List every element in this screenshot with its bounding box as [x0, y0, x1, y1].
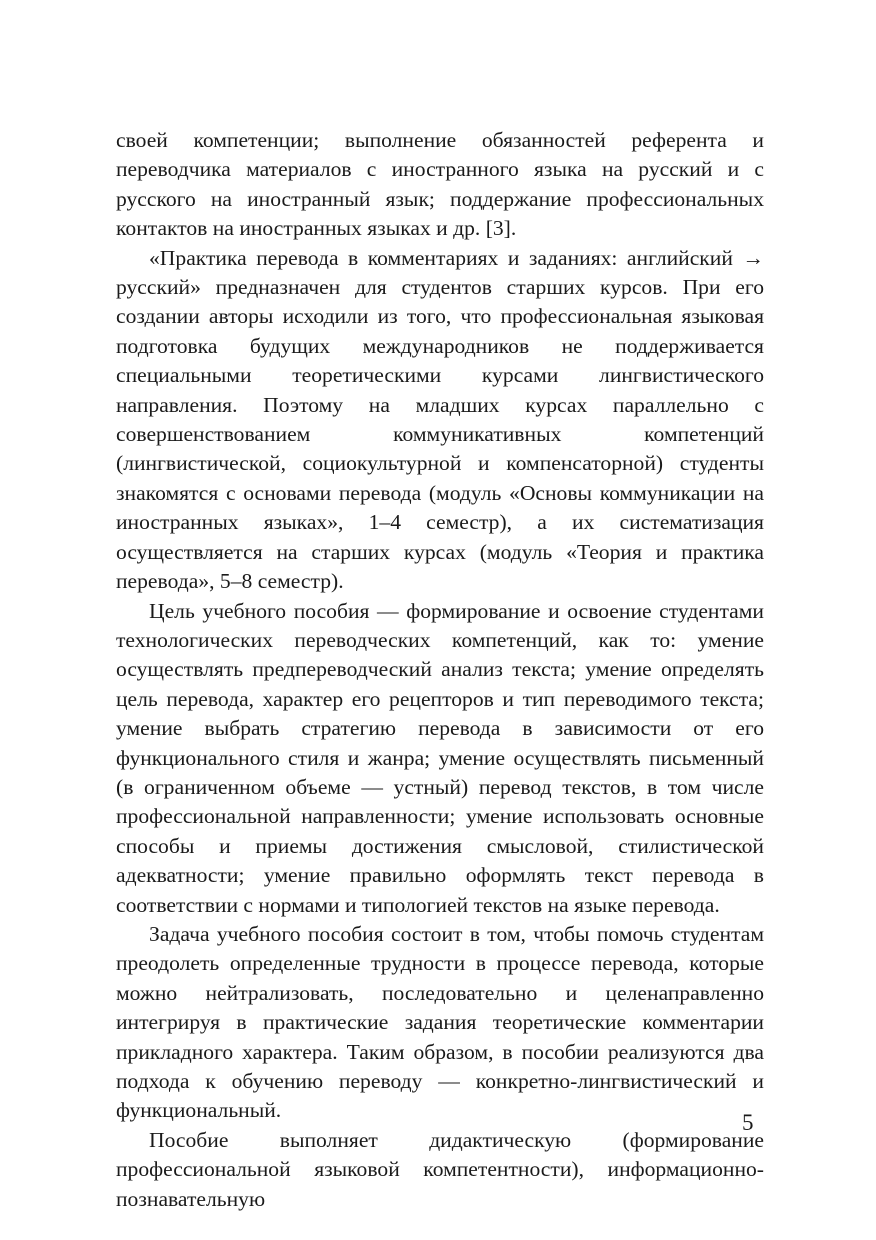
paragraph-course-description: «Практика перевода в комментариях и заданиях: английский → русский» предназначен для студентов старших курсов. При его создании авторы исходили из того, что профессиональная языковая подготовка будущих международников не поддерживается специальными теоретическими курсами лингвистического направления. Поэтому на младших курсах параллельно с совершенствованием коммуникативных компетенций (лингвистической, социокультурной и компенсаторной) студенты знакомятся с основами перевода (модуль «Основы коммуникации на иностранных языках», 1–4 семестр), а их систематизация осуществляется на старших курсах (модуль «Теория и практика перевода», 5–8 семестр). — [116, 245, 764, 594]
page-number: 5 — [742, 1110, 754, 1135]
paragraph-continuation: своей компетенции; выполнение обязанностей референта и переводчика материалов с иностранного языка на русский и с русского на иностранный язык; поддержание профессиональных контактов на иностранных языках и др. [3]. — [116, 128, 764, 241]
page-body — [116, 126, 764, 1214]
paragraph-functions: Пособие выполняет дидактическую (формирование профессиональной языковой компетентности), информационно-познавательную — [116, 1127, 764, 1211]
paragraph-task: Задача учебного пособия состоит в том, чтобы помочь студентам преодолеть определенные трудности в процессе перевода, которые можно нейтрализовать, последовательно и целенаправленно интегрируя в практические задания теоретические комментарии прикладного характера. Таким образом, в пособии реализуются два подхода к обучению переводу — конкретно-лингвистический и функциональный. — [116, 921, 764, 1123]
paragraph-goal: Цель учебного пособия — формирование и освоение студентами технологических переводческих компетенций, как то: умение осуществлять предпереводческий анализ текста; умение определять цель перевода, характер его рецепторов и тип переводимого текста; умение выбрать стратегию перевода в зависимости от его функционального стиля и жанра; умение осуществлять письменный (в ограниченном объеме — устный) перевод текстов, в том числе профессиональной направленности; умение использовать основные способы и приемы достижения смысловой, стилистической адекватности; умение правильно оформлять текст перевода в соответствии с нормами и типологией текстов на языке перевода. — [116, 598, 764, 917]
